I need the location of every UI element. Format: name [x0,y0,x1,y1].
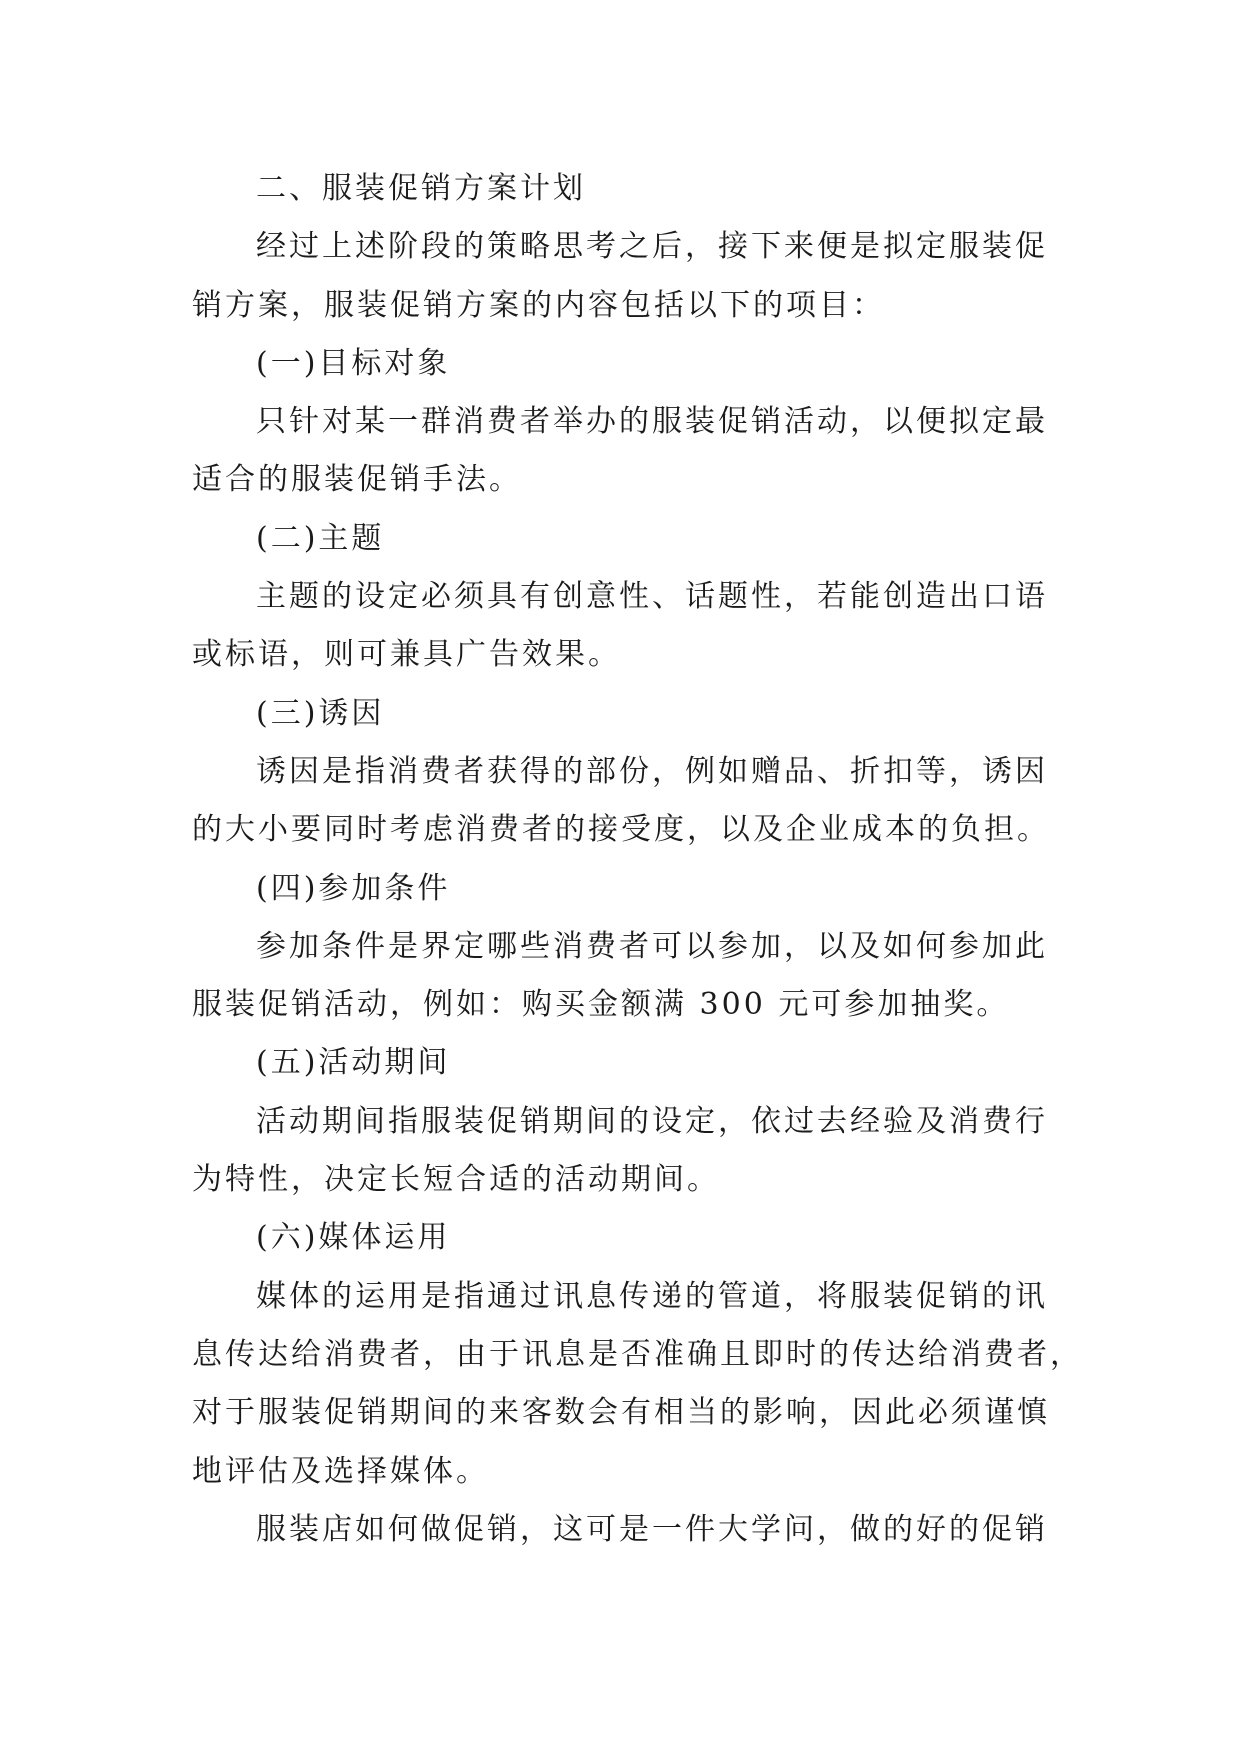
subsection-heading: (四)参加条件 [256,870,451,906]
subsection-heading: (三)诱因 [256,695,385,731]
paragraph-line: 息传达给消费者，由于讯息是否准确且即时的传达给消费者， [192,1336,1083,1372]
subsection-heading: (六)媒体运用 [256,1220,451,1256]
document-body [192,160,1083,1559]
paragraph-line: 适合的服装促销手法。 [192,462,522,498]
paragraph-line: 媒体的运用是指通过讯息传递的管道，将服装促销的讯 [256,1278,1048,1314]
paragraph-line: 经过上述阶段的策略思考之后，接下来便是拟定服装促 [256,229,1048,265]
paragraph-line: 销方案，服装促销方案的内容包括以下的项目： [192,287,885,323]
paragraph-line: 主题的设定必须具有创意性、话题性，若能创造出口语 [256,579,1048,615]
section-heading: 二、服装促销方案计划 [256,171,586,206]
paragraph-line: 的大小要同时考虑消费者的接受度，以及企业成本的负担。 [192,812,1050,848]
paragraph-line: 诱因是指消费者获得的部份，例如赠品、折扣等，诱因 [256,753,1048,789]
paragraph-line: 为特性，决定长短合适的活动期间。 [192,1162,720,1198]
paragraph-line: 或标语，则可兼具广告效果。 [192,637,621,673]
paragraph-line: 参加条件是界定哪些消费者可以参加，以及如何参加此 [256,928,1048,964]
paragraph-line: 地评估及选择媒体。 [192,1453,489,1489]
subsection-heading: (二)主题 [256,520,385,556]
paragraph-line: 只针对某一群消费者举办的服装促销活动，以便拟定最 [256,404,1048,440]
paragraph-line: 活动期间指服装促销期间的设定，依过去经验及消费行 [256,1103,1048,1139]
paragraph-line: 服装店如何做促销，这可是一件大学问，做的好的促销 [256,1511,1048,1547]
subsection-heading: (五)活动期间 [256,1045,451,1081]
paragraph-line: 服装促销活动，例如：购买金额满 300 元可参加抽奖。 [192,987,1010,1023]
paragraph-line: 对于服装促销期间的来客数会有相当的影响，因此必须谨慎 [192,1395,1050,1431]
subsection-heading: (一)目标对象 [256,345,451,381]
